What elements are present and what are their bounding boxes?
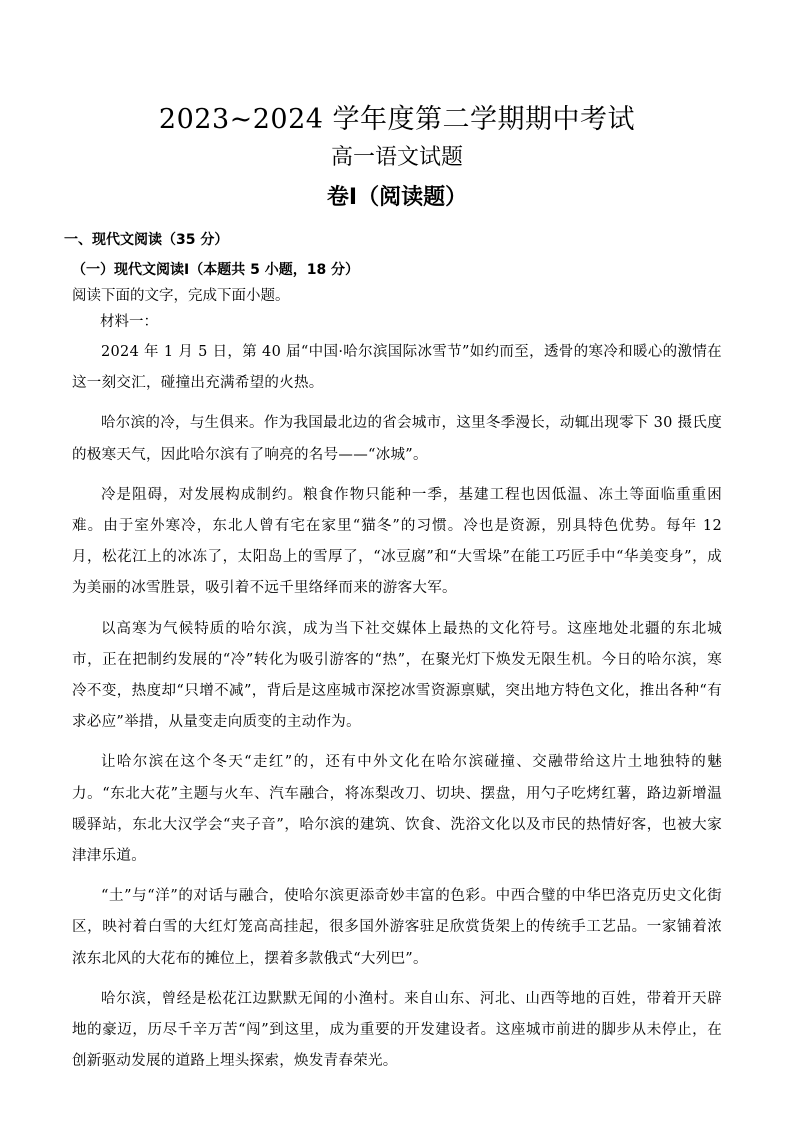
volume-title: 卷Ⅰ（阅读题） [326,185,468,210]
reading-instruction: 阅读下面的文字，完成下面小题。 [72,288,290,304]
paragraph: 冷是阻碍，对发展构成制约。粮食作物只能种一季，基建工程也因低温、冻土等面临重重困难。由于室外寒冷，东北人曾有宅在家里“猫冬”的习惯。冷也是资源，别具特色优势。每年 12 月，松花江上的冰冻了，太阳岛上的雪厚了，“冰豆腐”和“大雪垛”在能工巧匠手中“华美变身”，成为美丽的冰雪胜景，吸引着不远千里络绎而来的游客大军。 [72,486,722,597]
material-body [72,337,722,1086]
paragraph: 让哈尔滨在这个冬天“走红”的，还有中外文化在哈尔滨碰撞、交融带给这片土地独特的魅力。“东北大花”主题与火车、汽车融合，将冻梨改刀、切块、摆盘，用勺子吃烤红薯，路边新增温暖驿站，东北大汉学会“夹子音”，哈尔滨的建筑、饮食、洗浴文化以及市民的热情好客，也被大家津津乐道。 [72,754,722,865]
subsection-heading: （一）现代文阅读Ⅰ（本题共 5 小题，18 分） [72,262,360,278]
section-heading: 一、现代文阅读（35 分） [64,232,229,248]
exam-title: 2023~2024 学年度第二学期期中考试 [158,104,636,135]
paragraph: “土”与“洋”的对话与融合，使哈尔滨更添奇妙丰富的色彩。中西合璧的中华巴洛克历史文化街区，映衬着白雪的大红灯笼高高挂起，很多国外游客驻足欣赏货架上的传统手工艺品。一家铺着浓浓东北风的大花布的摊位上，摆着多款俄式“大列巴”。 [72,888,722,967]
paragraph: 2024 年 1 月 5 日，第 40 届“中国·哈尔滨国际冰雪节”如约而至，透骨的寒冷和暖心的激情在这一刻交汇，碰撞出充满希望的火热。 [72,344,722,392]
paragraph: 哈尔滨，曾经是松花江边默默无闻的小渔村。来自山东、河北、山西等地的百姓，带着开天辟地的豪迈，历尽千辛万苦“闯”到这里，成为重要的开发建设者。这座城市前进的脚步从未停止，在创新驱动发展的道路上埋头探索，焕发青春荣光。 [72,990,722,1070]
material-label: 材料一： [100,314,158,330]
paragraph: 哈尔滨的冷，与生俱来。作为我国最北边的省会城市，这里冬季漫长，动辄出现零下 30 摄氏度的极寒天气，因此哈尔滨有了响亮的名号——“冰城”。 [72,415,722,463]
exam-subtitle: 高一语文试题 [330,145,463,170]
paragraph: 以高寒为气候特质的哈尔滨，成为当下社交媒体上最热的文化符号。这座地处北疆的东北城市，正在把制约发展的“冷”转化为吸引游客的“热”，在聚光灯下焕发无限生机。今日的哈尔滨，寒冷不变，热度却“只增不减”，背后是这座城市深挖冰雪资源禀赋，突出地方特色文化，推出各种“有求必应”举措，从量变走向质变的主动作为。 [72,620,722,731]
